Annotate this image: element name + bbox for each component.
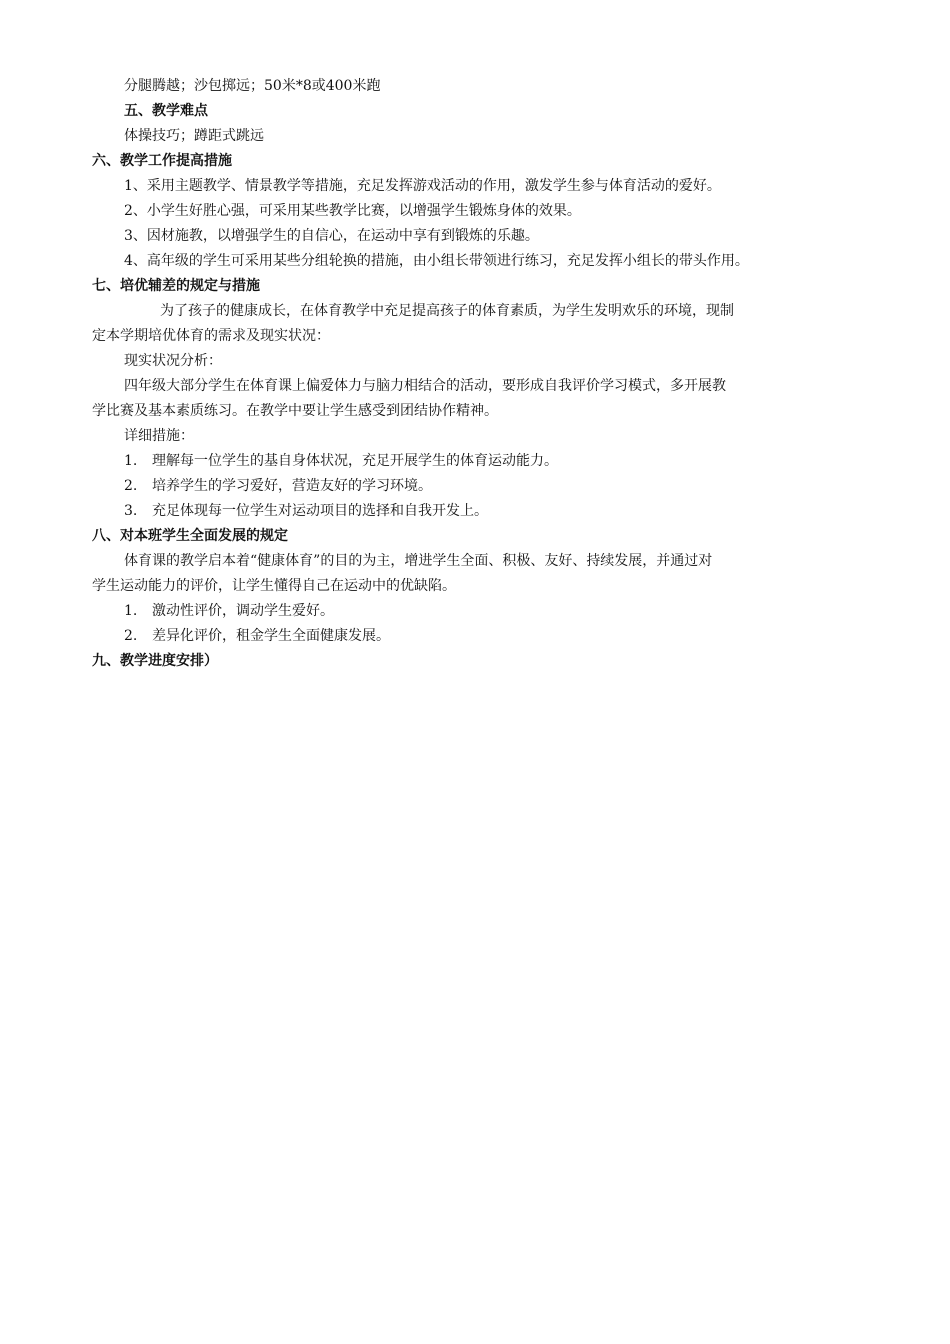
- section-6-item-2: 2、小学生好胜心强，可采用某些教学比赛，以增强学生锻炼身体的效果。: [124, 203, 581, 219]
- section-8-heading: 八、对本班学生全面发展的规定: [92, 528, 288, 544]
- section-7-analysis-label: 现实状况分析：: [124, 353, 222, 369]
- section-8-item-2: [124, 626, 390, 646]
- section-5-heading: 五、教学难点: [124, 103, 208, 119]
- list-number: 2.: [124, 628, 138, 644]
- section-7-para1-line1: 为了孩子的健康成长，在体育教学中充足提高孩子的体育素质，为学生发明欢乐的环境，现制: [160, 303, 734, 319]
- section-6-item-4: 4、高年级的学生可采用某些分组轮换的措施，由小组长带领进行练习，充足发挥小组长的带头作用。: [124, 253, 749, 269]
- list-number: 2.: [124, 478, 138, 494]
- section-6-heading: 六、教学工作提高措施: [92, 153, 232, 169]
- section-7-para2-line2: 学比赛及基本素质练习。在教学中要让学生感受到团结协作精神。: [92, 403, 498, 419]
- list-text: 差异化评价，租金学生全面健康发展。: [152, 628, 390, 644]
- section-8-para-line2: 学生运动能力的评价，让学生懂得自己在运动中的优缺陷。: [92, 578, 456, 594]
- list-number: 3.: [124, 503, 138, 519]
- section-8-para-line1: 体育课的教学启本着“健康体育”的目的为主，增进学生全面、积极、友好、持续发展，并通过对: [124, 553, 713, 569]
- section-6-item-3: 3、因材施教，以增强学生的自信心，在运动中享有到锻炼的乐趣。: [124, 228, 539, 244]
- list-text: 充足体现每一位学生对运动项目的选择和自我开发上。: [152, 503, 488, 519]
- list-text: 理解每一位学生的基自身体状况，充足开展学生的体育运动能力。: [152, 453, 558, 469]
- list-number: 1.: [124, 453, 138, 469]
- section-7-measure-1: [124, 451, 558, 471]
- section-7-measure-2: [124, 476, 432, 496]
- section-7-measures-label: 详细措施：: [124, 428, 194, 444]
- intro-line: 分腿腾越；沙包掷远；50米*8或400米跑: [124, 78, 381, 94]
- list-text: 激动性评价，调动学生爱好。: [152, 603, 334, 619]
- list-text: 培养学生的学习爱好，营造友好的学习环境。: [152, 478, 432, 494]
- section-7-heading: 七、培优辅差的规定与措施: [92, 278, 260, 294]
- section-6-item-1: 1、采用主题教学、情景教学等措施，充足发挥游戏活动的作用，激发学生参与体育活动的爱好。: [124, 178, 721, 194]
- section-7-measure-3: [124, 501, 488, 521]
- list-number: 1.: [124, 603, 138, 619]
- section-7-para1-line2: 定本学期培优体育的需求及现实状况：: [92, 328, 330, 344]
- section-8-item-1: [124, 601, 334, 621]
- section-5-body: 体操技巧；蹲距式跳远: [124, 128, 264, 144]
- section-7-para2-line1: 四年级大部分学生在体育课上偏爱体力与脑力相结合的活动，要形成自我评价学习模式，多开展教: [124, 378, 726, 394]
- section-9-heading: 九、教学进度安排）: [92, 653, 218, 669]
